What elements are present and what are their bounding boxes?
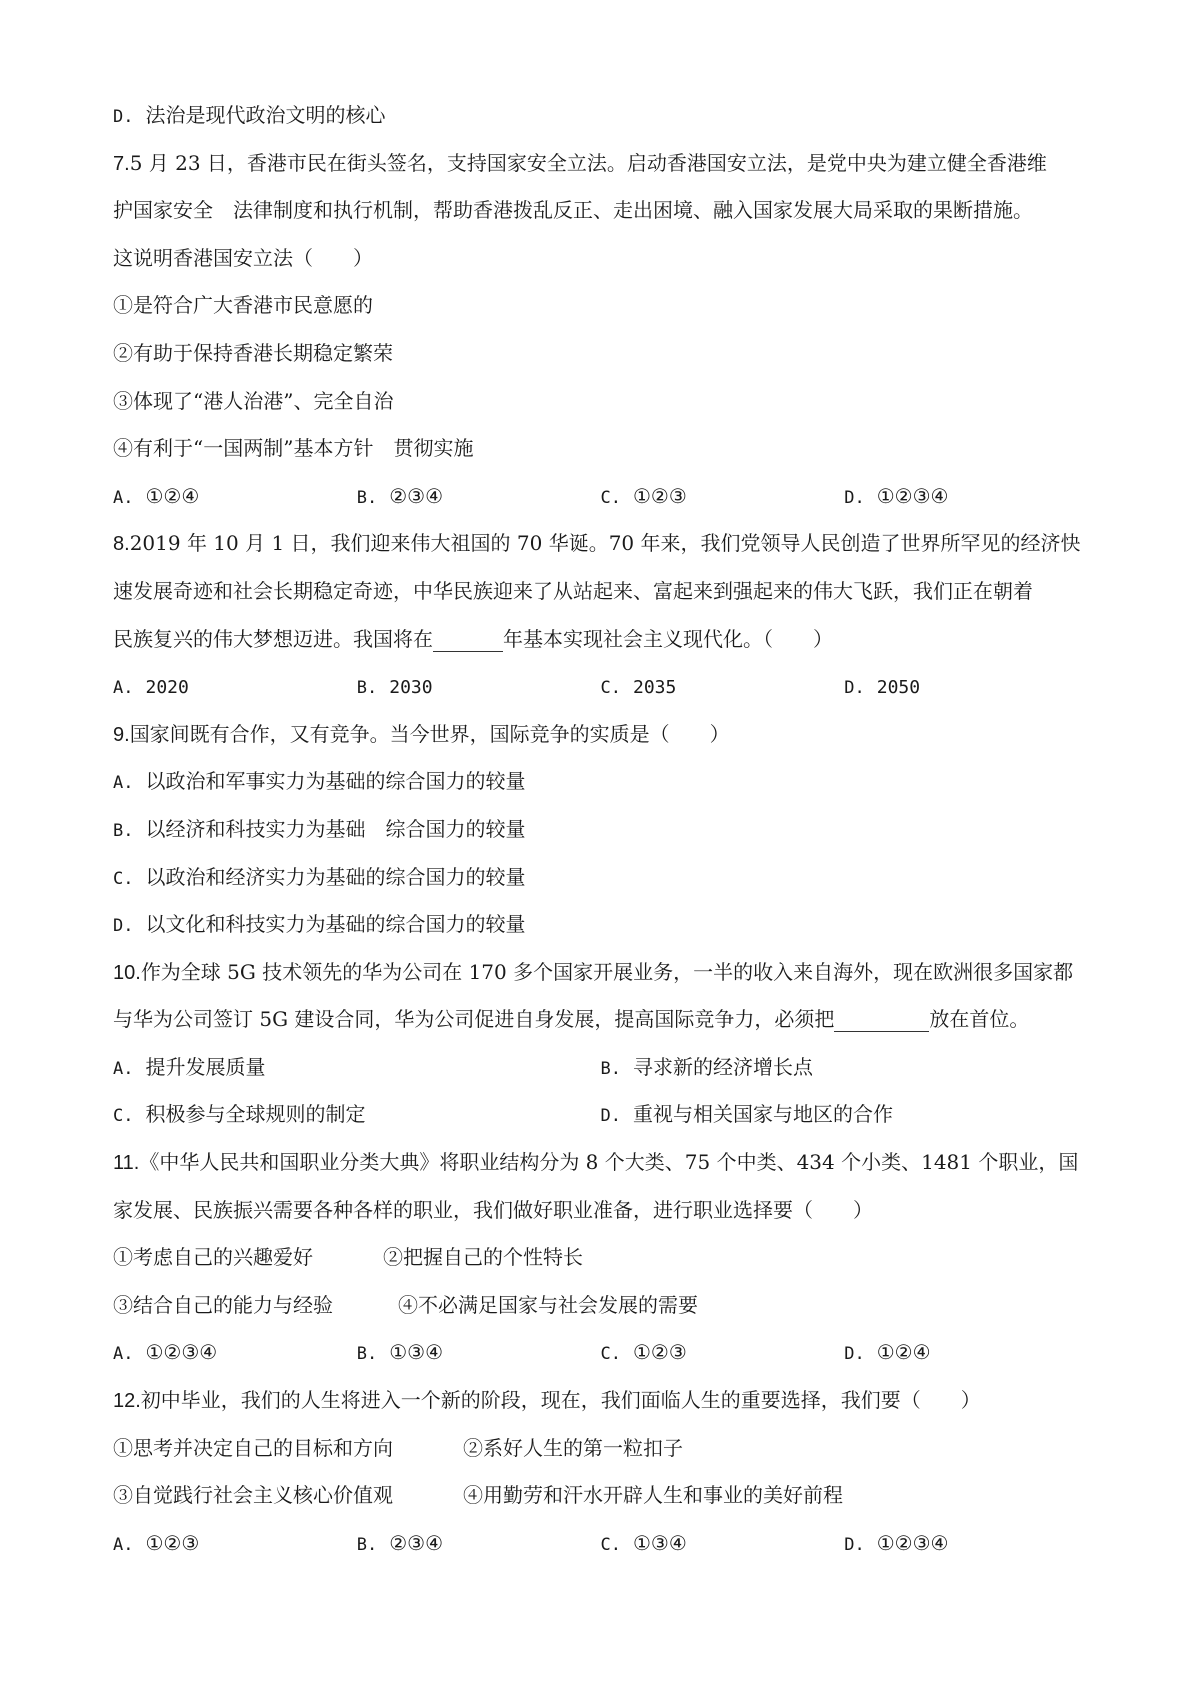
option-text: ①②③④ bbox=[876, 483, 949, 508]
q8-options bbox=[113, 663, 1088, 711]
q7-stem-text1: 5 月 23 日，香港市民在街头签名，支持国家安全立法。启动香港国安立法，是党中央为建立健全香港维 bbox=[129, 150, 1047, 175]
q7-stem-line1 bbox=[113, 140, 1088, 188]
q7-item-text: ③体现了“港人治港”、完全自治 bbox=[113, 388, 394, 413]
q10-stem-text2b: 放在首位。 bbox=[929, 1007, 1030, 1032]
option-text: ①②③④ bbox=[876, 1530, 949, 1555]
q12-items-row1 bbox=[113, 1425, 1088, 1473]
option-text: ①②③ bbox=[632, 1340, 687, 1365]
q7-option-c[interactable] bbox=[601, 473, 845, 521]
q8-stem-text3b: 年基本实现社会主义现代化。（ ） bbox=[503, 626, 833, 651]
q12-option-b[interactable] bbox=[357, 1520, 601, 1568]
q8-option-b[interactable] bbox=[357, 663, 601, 711]
q11-stem-line1 bbox=[113, 1139, 1088, 1187]
q10-option-b[interactable] bbox=[601, 1044, 1089, 1092]
option-text: ①②③ bbox=[632, 483, 687, 508]
q7-item-2 bbox=[113, 330, 1088, 378]
q6-option-d bbox=[113, 92, 1088, 140]
option-text: ①③④ bbox=[632, 1530, 687, 1555]
q8-stem-line1 bbox=[113, 520, 1088, 568]
q8-stem-line2 bbox=[113, 568, 1088, 616]
q8-number: 8. bbox=[113, 533, 130, 556]
option-text: ①②④ bbox=[876, 1340, 931, 1365]
option-text: ②③④ bbox=[389, 483, 444, 508]
option-letter: D. bbox=[113, 916, 134, 937]
option-text: 寻求新的经济增长点 bbox=[632, 1054, 813, 1079]
q7-options bbox=[113, 473, 1088, 521]
q7-option-d[interactable] bbox=[844, 473, 1088, 521]
option-letter: A. bbox=[113, 1534, 134, 1555]
option-letter: C. bbox=[600, 678, 621, 699]
q11-stem-text1: 《中华人民共和国职业分类大典》将职业结构分为 8 个大类、75 个中类、434 个小类、1481 个职业，国 bbox=[139, 1150, 1079, 1175]
q10-stem-line2 bbox=[113, 996, 1088, 1044]
option-letter: B. bbox=[113, 820, 134, 841]
q12-number: 12. bbox=[113, 1390, 141, 1413]
q12-option-d[interactable] bbox=[844, 1520, 1088, 1568]
option-letter: A. bbox=[113, 678, 134, 699]
q10-stem-text1: 作为全球 5G 技术领先的华为公司在 170 多个国家开展业务，一半的收入来自海外，现在欧洲很多国家都 bbox=[140, 959, 1074, 984]
option-text: 以文化和科技实力为基础的综合国力的较量 bbox=[145, 912, 526, 937]
q7-item-text: ①是符合广大香港市民意愿的 bbox=[113, 293, 373, 318]
option-text: ②③④ bbox=[389, 1530, 444, 1555]
q9-option-d[interactable] bbox=[113, 901, 1088, 949]
option-text: 2035 bbox=[632, 677, 677, 699]
q10-number: 10. bbox=[113, 961, 141, 984]
q11-option-b[interactable] bbox=[357, 1329, 601, 1377]
option-letter: A. bbox=[113, 773, 134, 794]
option-letter: C. bbox=[600, 1344, 621, 1365]
q9-stem-text: 国家间既有合作，又有竞争。当今世界，国际竞争的实质是（ ） bbox=[129, 721, 730, 746]
q12-item-text: ②系好人生的第一粒扣子 bbox=[463, 1435, 683, 1460]
option-letter: B. bbox=[600, 1058, 621, 1079]
q7-stem-text2a: 护国家安全 bbox=[113, 198, 213, 223]
q11-item-text: ②把握自己的个性特长 bbox=[383, 1245, 583, 1270]
option-letter: D. bbox=[844, 1534, 865, 1555]
q8-option-a[interactable] bbox=[113, 663, 357, 711]
q11-items-row1 bbox=[113, 1234, 1088, 1282]
q11-stem-line2 bbox=[113, 1187, 1088, 1235]
option-text: ①②④ bbox=[145, 483, 200, 508]
option-text: 重视与相关国家与地区的合作 bbox=[632, 1102, 893, 1127]
option-letter: B. bbox=[356, 487, 378, 508]
option-text: 以政治和经济实力为基础的综合国力的较量 bbox=[145, 864, 526, 889]
option-text: 2020 bbox=[145, 677, 189, 699]
exam-content bbox=[113, 92, 1088, 1567]
q7-stem-text2b: 法律制度和执行机制，帮助香港拨乱反正、走出困境、融入国家发展大局采取的果断措施。 bbox=[233, 198, 1033, 223]
q11-option-d[interactable] bbox=[844, 1329, 1088, 1377]
q10-stem-line1 bbox=[113, 949, 1088, 997]
q10-options-row2 bbox=[113, 1091, 1088, 1139]
q7-item-3 bbox=[113, 378, 1088, 426]
q10-option-a[interactable] bbox=[113, 1044, 601, 1092]
q8-answer-blank[interactable] bbox=[433, 629, 503, 652]
q10-options-row1 bbox=[113, 1044, 1088, 1092]
option-text: ①②③ bbox=[145, 1530, 200, 1555]
q7-stem-line3 bbox=[113, 235, 1088, 283]
q7-stem-line2 bbox=[113, 187, 1088, 235]
option-letter: D. bbox=[113, 107, 134, 127]
q9-option-b[interactable] bbox=[113, 806, 1088, 854]
option-letter: C. bbox=[600, 1534, 621, 1555]
q11-item-text: ①考虑自己的兴趣爱好 bbox=[113, 1245, 313, 1270]
q8-option-c[interactable] bbox=[601, 663, 845, 711]
q7-option-b[interactable] bbox=[357, 473, 601, 521]
q9-stem bbox=[113, 711, 1088, 759]
q11-number: 11. bbox=[113, 1152, 140, 1175]
q12-stem-text: 初中毕业，我们的人生将进入一个新的阶段，现在，我们面临人生的重要选择，我们要（ ） bbox=[140, 1388, 981, 1413]
option-letter: D. bbox=[844, 678, 865, 699]
q12-options bbox=[113, 1520, 1088, 1568]
q12-item-text: ①思考并决定自己的目标和方向 bbox=[113, 1435, 393, 1460]
option-text: ①③④ bbox=[389, 1340, 444, 1365]
q11-item-text: ④不必满足国家与社会发展的需要 bbox=[398, 1292, 698, 1317]
q8-stem-text1: 2019 年 10 月 1 日，我们迎来伟大祖国的 70 华诞。70 年来，我们党领导人民创造了世界所罕见的经济快 bbox=[129, 531, 1081, 556]
option-letter: C. bbox=[600, 487, 621, 508]
option-letter: A. bbox=[113, 1344, 134, 1365]
q9-option-a[interactable] bbox=[113, 758, 1088, 806]
q7-stem-text3: 这说明香港国安立法（ ） bbox=[113, 245, 373, 270]
option-letter: C. bbox=[113, 868, 134, 889]
q10-answer-blank[interactable] bbox=[834, 1009, 929, 1032]
option-text: 提升发展质量 bbox=[145, 1054, 266, 1079]
option-text: 以政治和军事实力为基础的综合国力的较量 bbox=[145, 769, 526, 794]
q7-item-text: ②有助于保持香港长期稳定繁荣 bbox=[113, 340, 393, 365]
q8-option-d[interactable] bbox=[844, 663, 1088, 711]
q8-stem-line3 bbox=[113, 616, 1088, 664]
q12-items-row2 bbox=[113, 1472, 1088, 1520]
q11-options bbox=[113, 1329, 1088, 1377]
q11-option-a[interactable] bbox=[113, 1329, 357, 1377]
q7-item-4 bbox=[113, 425, 1088, 473]
q9-number: 9. bbox=[113, 723, 130, 746]
option-letter: A. bbox=[113, 1058, 134, 1079]
option-letter: B. bbox=[356, 678, 378, 699]
option-letter: D. bbox=[844, 1344, 865, 1365]
option-text: 以经济和科技实力为基础 综合国力的较量 bbox=[145, 816, 526, 841]
q10-option-c[interactable] bbox=[113, 1091, 601, 1139]
option-letter: D. bbox=[844, 487, 865, 508]
option-letter: D. bbox=[600, 1106, 621, 1127]
option-text: 法治是现代政治文明的核心 bbox=[145, 103, 386, 127]
q8-stem-text2: 速发展奇迹和社会长期稳定奇迹，中华民族迎来了从站起来、富起来到强起来的伟大飞跃，我们正在朝着 bbox=[113, 578, 1033, 603]
option-text: ①②③④ bbox=[145, 1340, 218, 1365]
q7-item-text: ④有利于“一国两制”基本方针 bbox=[113, 436, 374, 461]
q12-option-c[interactable] bbox=[601, 1520, 845, 1568]
q11-item-text: ③结合自己的能力与经验 bbox=[113, 1292, 333, 1317]
q10-stem-text2a: 与华为公司签订 5G 建设合同，华为公司促进自身发展，提高国际竞争力，必须把 bbox=[113, 1007, 835, 1032]
option-letter: A. bbox=[113, 487, 134, 508]
option-letter: B. bbox=[356, 1534, 378, 1555]
option-text: 2030 bbox=[389, 677, 433, 699]
q12-option-a[interactable] bbox=[113, 1520, 357, 1568]
option-letter: C. bbox=[113, 1106, 134, 1127]
q11-stem-text2: 家发展、民族振兴需要各种各样的职业，我们做好职业准备，进行职业选择要（ ） bbox=[113, 1197, 873, 1222]
q7-number: 7. bbox=[113, 152, 130, 175]
option-text: 2050 bbox=[876, 677, 921, 699]
q10-option-d[interactable] bbox=[601, 1091, 1089, 1139]
q8-stem-text3a: 民族复兴的伟大梦想迈进。我国将在 bbox=[113, 626, 433, 651]
q12-item-text: ④用勤劳和汗水开辟人生和事业的美好前程 bbox=[463, 1483, 843, 1508]
option-letter: B. bbox=[356, 1344, 378, 1365]
q7-item-text: 贯彻实施 bbox=[393, 436, 474, 461]
q11-option-c[interactable] bbox=[601, 1329, 845, 1377]
q12-stem bbox=[113, 1377, 1088, 1425]
option-text: 积极参与全球规则的制定 bbox=[145, 1102, 366, 1127]
q9-option-c[interactable] bbox=[113, 854, 1088, 902]
q11-items-row2 bbox=[113, 1282, 1088, 1330]
q12-item-text: ③自觉践行社会主义核心价值观 bbox=[113, 1483, 393, 1508]
q7-item-1 bbox=[113, 282, 1088, 330]
q7-option-a[interactable] bbox=[113, 473, 357, 521]
